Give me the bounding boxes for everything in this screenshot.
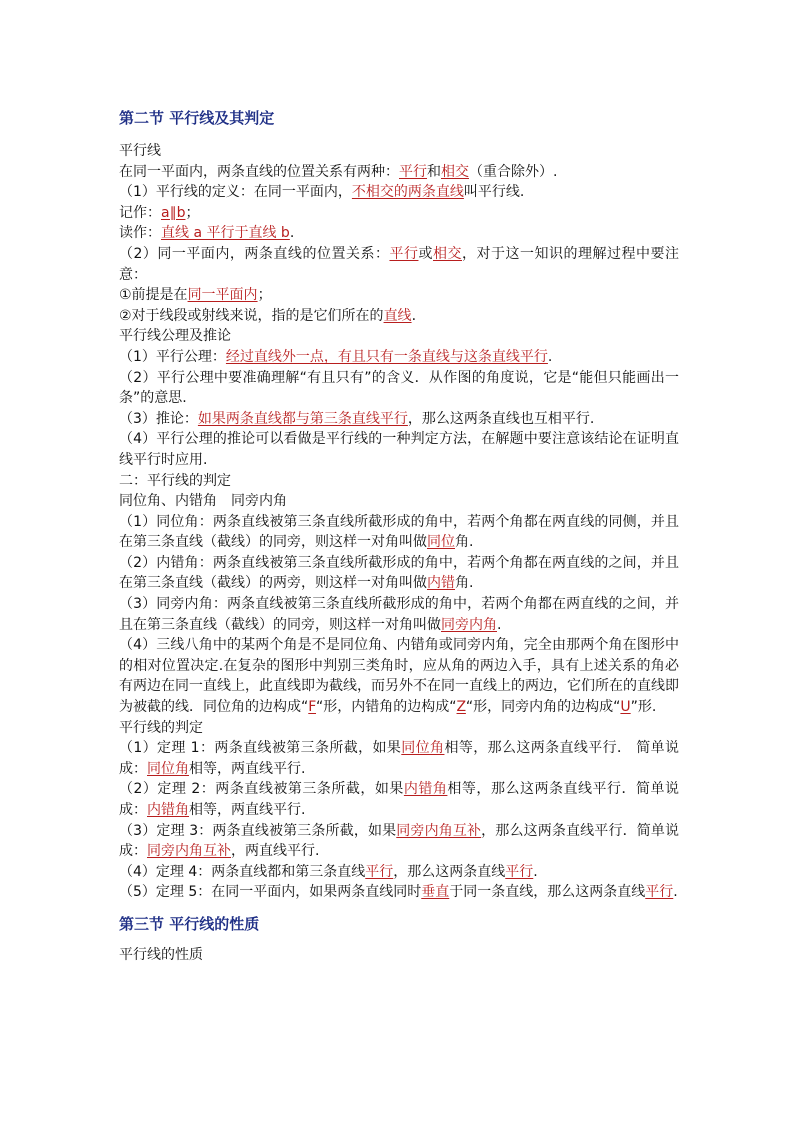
text: 或	[418, 245, 433, 262]
text: （重合除外）.	[469, 163, 558, 180]
answer-blank: 直线 a 平行于直线 b	[161, 225, 290, 242]
answer-blank: 平行	[389, 245, 419, 262]
text: ”形.	[630, 699, 657, 716]
document-page	[119, 100, 679, 966]
answer-blank: 同位	[427, 534, 455, 551]
text: （3）同旁内角：两条直线被第三条直线所截形成的角中，若两个角都在两直线的之间，并且在第三条直线（截线）的同旁，则这样一对角叫做	[119, 596, 679, 633]
answer-blank: 垂直	[421, 884, 450, 901]
paragraph	[119, 409, 679, 430]
text: 角.	[455, 534, 474, 551]
text: ，对于这一知识的理解过程中要注意：	[119, 245, 680, 283]
text: .	[533, 863, 538, 880]
text: 在同一平面内，两条直线的位置关系有两种：	[119, 163, 399, 180]
text: 相等，那么这两条直线平行． 简单说成：	[119, 740, 680, 777]
paragraph	[119, 882, 679, 903]
answer-blank: 内错角	[403, 781, 448, 798]
text: （4）三线八角中的某两个角是不是同位角、内错角或同旁内角，完全由那两个角在图形中的相对位置决定.在复杂的图形中判别三类角时，应从角的两边入手，具有上述关系的角必有两边在同一直线上，此直线即为截线，而另外不在同一直线上的两边，它们所在的直线即为被截的线．同位角的边构成“	[119, 637, 679, 716]
answer-blank: 同一平面内	[187, 287, 258, 304]
text: “形，内错角的边构成“	[316, 699, 457, 716]
answer-blank: U	[620, 699, 631, 716]
text: ，那么这两条直线平行．简单说成：	[119, 822, 680, 860]
paragraph	[119, 512, 679, 553]
text: 相等，两直线平行.	[189, 802, 306, 818]
answer-blank: 平行	[505, 863, 534, 880]
paragraph	[119, 223, 679, 244]
text: .	[673, 884, 678, 901]
text: （5）定理 5：在同一平面内，如果两条直线同时	[119, 884, 422, 901]
text: （3）定理 3：两条直线被第三条所截，如果	[119, 822, 397, 839]
text: ，那么这两条直线也互相平行.	[407, 410, 595, 427]
paragraph	[119, 347, 679, 368]
text: ②对于线段或射线来说，指的是它们所在的	[119, 307, 384, 324]
text: （1）同位角：两条直线被第三条直线所截形成的角中，若两个角都在两直线的同侧，并且在第三条直线（截线）的同旁，则这样一对角叫做	[119, 513, 679, 551]
answer-blank: 相交	[432, 245, 462, 262]
paragraph	[119, 162, 679, 183]
paragraph	[119, 738, 679, 779]
text: 记作：	[119, 204, 161, 221]
answer-blank: 平行	[399, 163, 427, 180]
answer-blank: 内错	[427, 575, 455, 592]
answer-blank: 直线	[383, 307, 412, 324]
paragraph	[119, 244, 679, 285]
answer-blank: 相交	[441, 163, 469, 180]
subheading-parallel-lines: 平行线	[119, 143, 161, 159]
text: （2）同一平面内，两条直线的位置关系：	[119, 245, 390, 262]
answer-blank: 同旁内角	[441, 616, 497, 633]
answer-blank: Z	[456, 699, 466, 716]
text: ；	[257, 287, 272, 304]
paragraph	[119, 862, 679, 883]
subheading-axiom: 平行线公理及推论	[119, 328, 231, 345]
text: “形，同旁内角的边构成“	[465, 699, 621, 716]
paragraph	[119, 821, 679, 862]
answer-blank: a∥b	[161, 204, 186, 221]
text: .	[411, 307, 417, 324]
paragraph	[119, 285, 679, 306]
text: （3）推论：	[119, 410, 198, 427]
text: 相等，那么这两条直线平行．简单说成：	[119, 781, 680, 818]
text: .	[547, 348, 553, 365]
text: 读作：	[119, 225, 161, 242]
text: .	[497, 616, 502, 633]
answer-blank: F	[308, 699, 317, 716]
answer-blank: 同旁内角互补	[147, 843, 231, 860]
text: ①前提是在	[119, 287, 188, 304]
text: （2）内错角：两条直线被第三条直线所截形成的角中，若两个角都在两直线的之间，并且在第三条直线（截线）的两旁，则这样一对角叫做	[119, 554, 679, 592]
section-title-2: 第二节 平行线及其判定	[119, 109, 275, 127]
paragraph	[119, 182, 679, 203]
answer-blank: 经过直线外一点，有且只有一条直线与这条直线平行	[225, 348, 548, 365]
text: .	[289, 225, 295, 242]
answer-blank: 不相交的两条直线	[351, 184, 464, 201]
subheading-properties: 平行线的性质	[119, 946, 203, 963]
paragraph: （4）平行公理的推论可以看做是平行线的一种判定方法，在解题中要注意该结论在证明直线平行时应用.	[119, 431, 679, 468]
text: （1）定理 1：两条直线被第三条所截，如果	[119, 740, 402, 757]
text: （1）平行公理：	[119, 348, 226, 365]
text: 叫平行线.	[463, 184, 525, 201]
text: 同位角、内错角	[119, 493, 217, 510]
text: （2）定理 2：两条直线被第三条所截，如果	[119, 781, 404, 798]
answer-blank: 同位角	[147, 760, 189, 777]
text: 同旁内角	[231, 493, 287, 510]
answer-blank: 平行	[365, 863, 394, 880]
section-title-3: 第三节 平行线的性质	[119, 914, 260, 933]
text: ；	[185, 204, 200, 221]
answer-blank: 内错角	[147, 802, 189, 818]
text: （4）定理 4：两条直线都和第三条直线	[119, 863, 366, 880]
paragraph: （2）平行公理中要准确理解“有且只有”的含义．从作图的角度说，它是“能但只能画出一条”的意思.	[119, 369, 679, 407]
paragraph	[119, 553, 679, 594]
text: ，两直线平行.	[231, 843, 320, 860]
text: 角.	[455, 575, 474, 592]
paragraph	[119, 594, 679, 635]
answer-blank: 同位角	[401, 740, 445, 757]
text: 相等，两直线平行.	[189, 760, 306, 777]
answer-blank: 平行	[645, 884, 674, 901]
paragraph	[119, 306, 679, 327]
text: （1）平行线的定义：在同一平面内，	[119, 184, 352, 201]
text: 和	[427, 163, 441, 180]
paragraph	[119, 635, 679, 717]
paragraph	[119, 203, 679, 224]
text: 于同一条直线，那么这两条直线	[449, 884, 646, 901]
paragraph	[119, 779, 679, 820]
answer-blank: 同旁内角互补	[396, 822, 482, 839]
text: ，那么这两条直线	[393, 863, 506, 880]
subheading-criteria: 二：平行线的判定	[119, 472, 231, 489]
subheading-angles	[119, 491, 679, 512]
subheading-judgement: 平行线的判定	[119, 719, 203, 736]
answer-blank: 如果两条直线都与第三条直线平行	[197, 410, 408, 427]
